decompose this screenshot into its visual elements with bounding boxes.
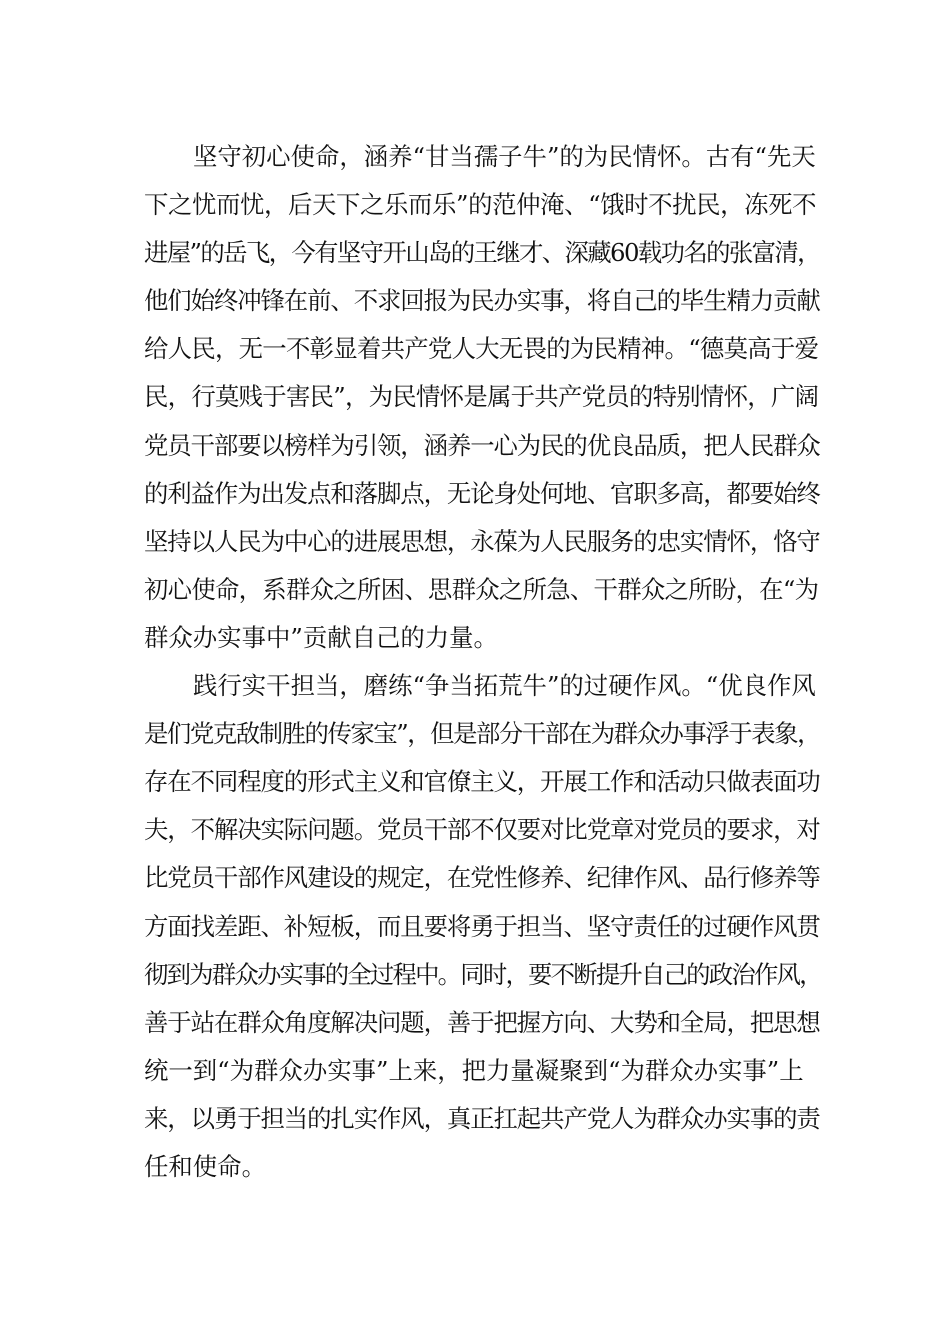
text-line: 群众办实事中”贡献自己的力量。: [144, 622, 498, 652]
text-line: 方面找差距、补短板，而且要将勇于担当、坚守责任的过硬作风贯: [144, 911, 820, 941]
text-line: 夫，不解决实际问题。党员干部不仅要对比党章对党员的要求，对: [144, 815, 820, 845]
text-line: 坚持以人民为中心的进展思想，永葆为人民服务的忠实情怀，恪守: [144, 526, 820, 556]
text-line: 进屋”的岳飞，今有坚守开山岛的王继才、深藏60载功名的张富清，: [144, 238, 820, 268]
body-text: [144, 133, 822, 1191]
text-line: 的利益作为出发点和落脚点，无论身处何地、官职多高，都要始终: [144, 478, 820, 508]
text-line: 坚守初心使命，涵养“甘当孺子牛”的为民情怀。古有“先天: [193, 142, 816, 171]
text-line: 善于站在群众角度解决问题，善于把握方向、大势和全局，把思想: [144, 1007, 820, 1037]
text-line: 民，行莫贱于害民”，为民情怀是属于共产党员的特别情怀，广阔: [144, 382, 819, 412]
text-line: 彻到为群众办实事的全过程中。同时，要不断提升自己的政治作风，: [144, 959, 822, 989]
text-line: 存在不同程度的形式主义和官僚主义，开展工作和活动只做表面功: [144, 767, 820, 797]
text-line: 他们始终冲锋在前、不求回报为民办实事，将自己的毕生精力贡献: [144, 286, 820, 316]
text-line: 是们党克敌制胜的传家宝”，但是部分干部在为群众办事浮于表象，: [144, 719, 820, 749]
text-line: 来，以勇于担当的扎实作风，真正扛起共产党人为群众办实事的责: [144, 1103, 820, 1133]
text-line: 践行实干担当，磨练“争当拓荒牛”的过硬作风。“优良作风: [193, 671, 816, 701]
text-line: 任和使命。: [144, 1151, 266, 1181]
text-line: 下之忧而忧，后天下之乐而乐”的范仲淹、“饿时不扰民，冻死不: [144, 190, 817, 220]
text-line: 党员干部要以榜样为引领，涵养一心为民的优良品质，把人民群众: [144, 430, 820, 460]
text-line: 比党员干部作风建设的规定，在党性修养、纪律作风、品行修养等: [144, 863, 820, 893]
text-line: 给人民，无一不彰显着共产党人大无畏的为民精神。“德莫高于爱: [144, 334, 819, 364]
text-line: 初心使命，系群众之所困、思群众之所急、干群众之所盼，在“为: [144, 574, 819, 604]
paragraph-initial-mission: [144, 133, 820, 662]
text-line: 统一到“为群众办实事”上来，把力量凝聚到“为群众办实事”上: [144, 1055, 804, 1085]
paragraph-practical-responsibility: [144, 662, 822, 1191]
